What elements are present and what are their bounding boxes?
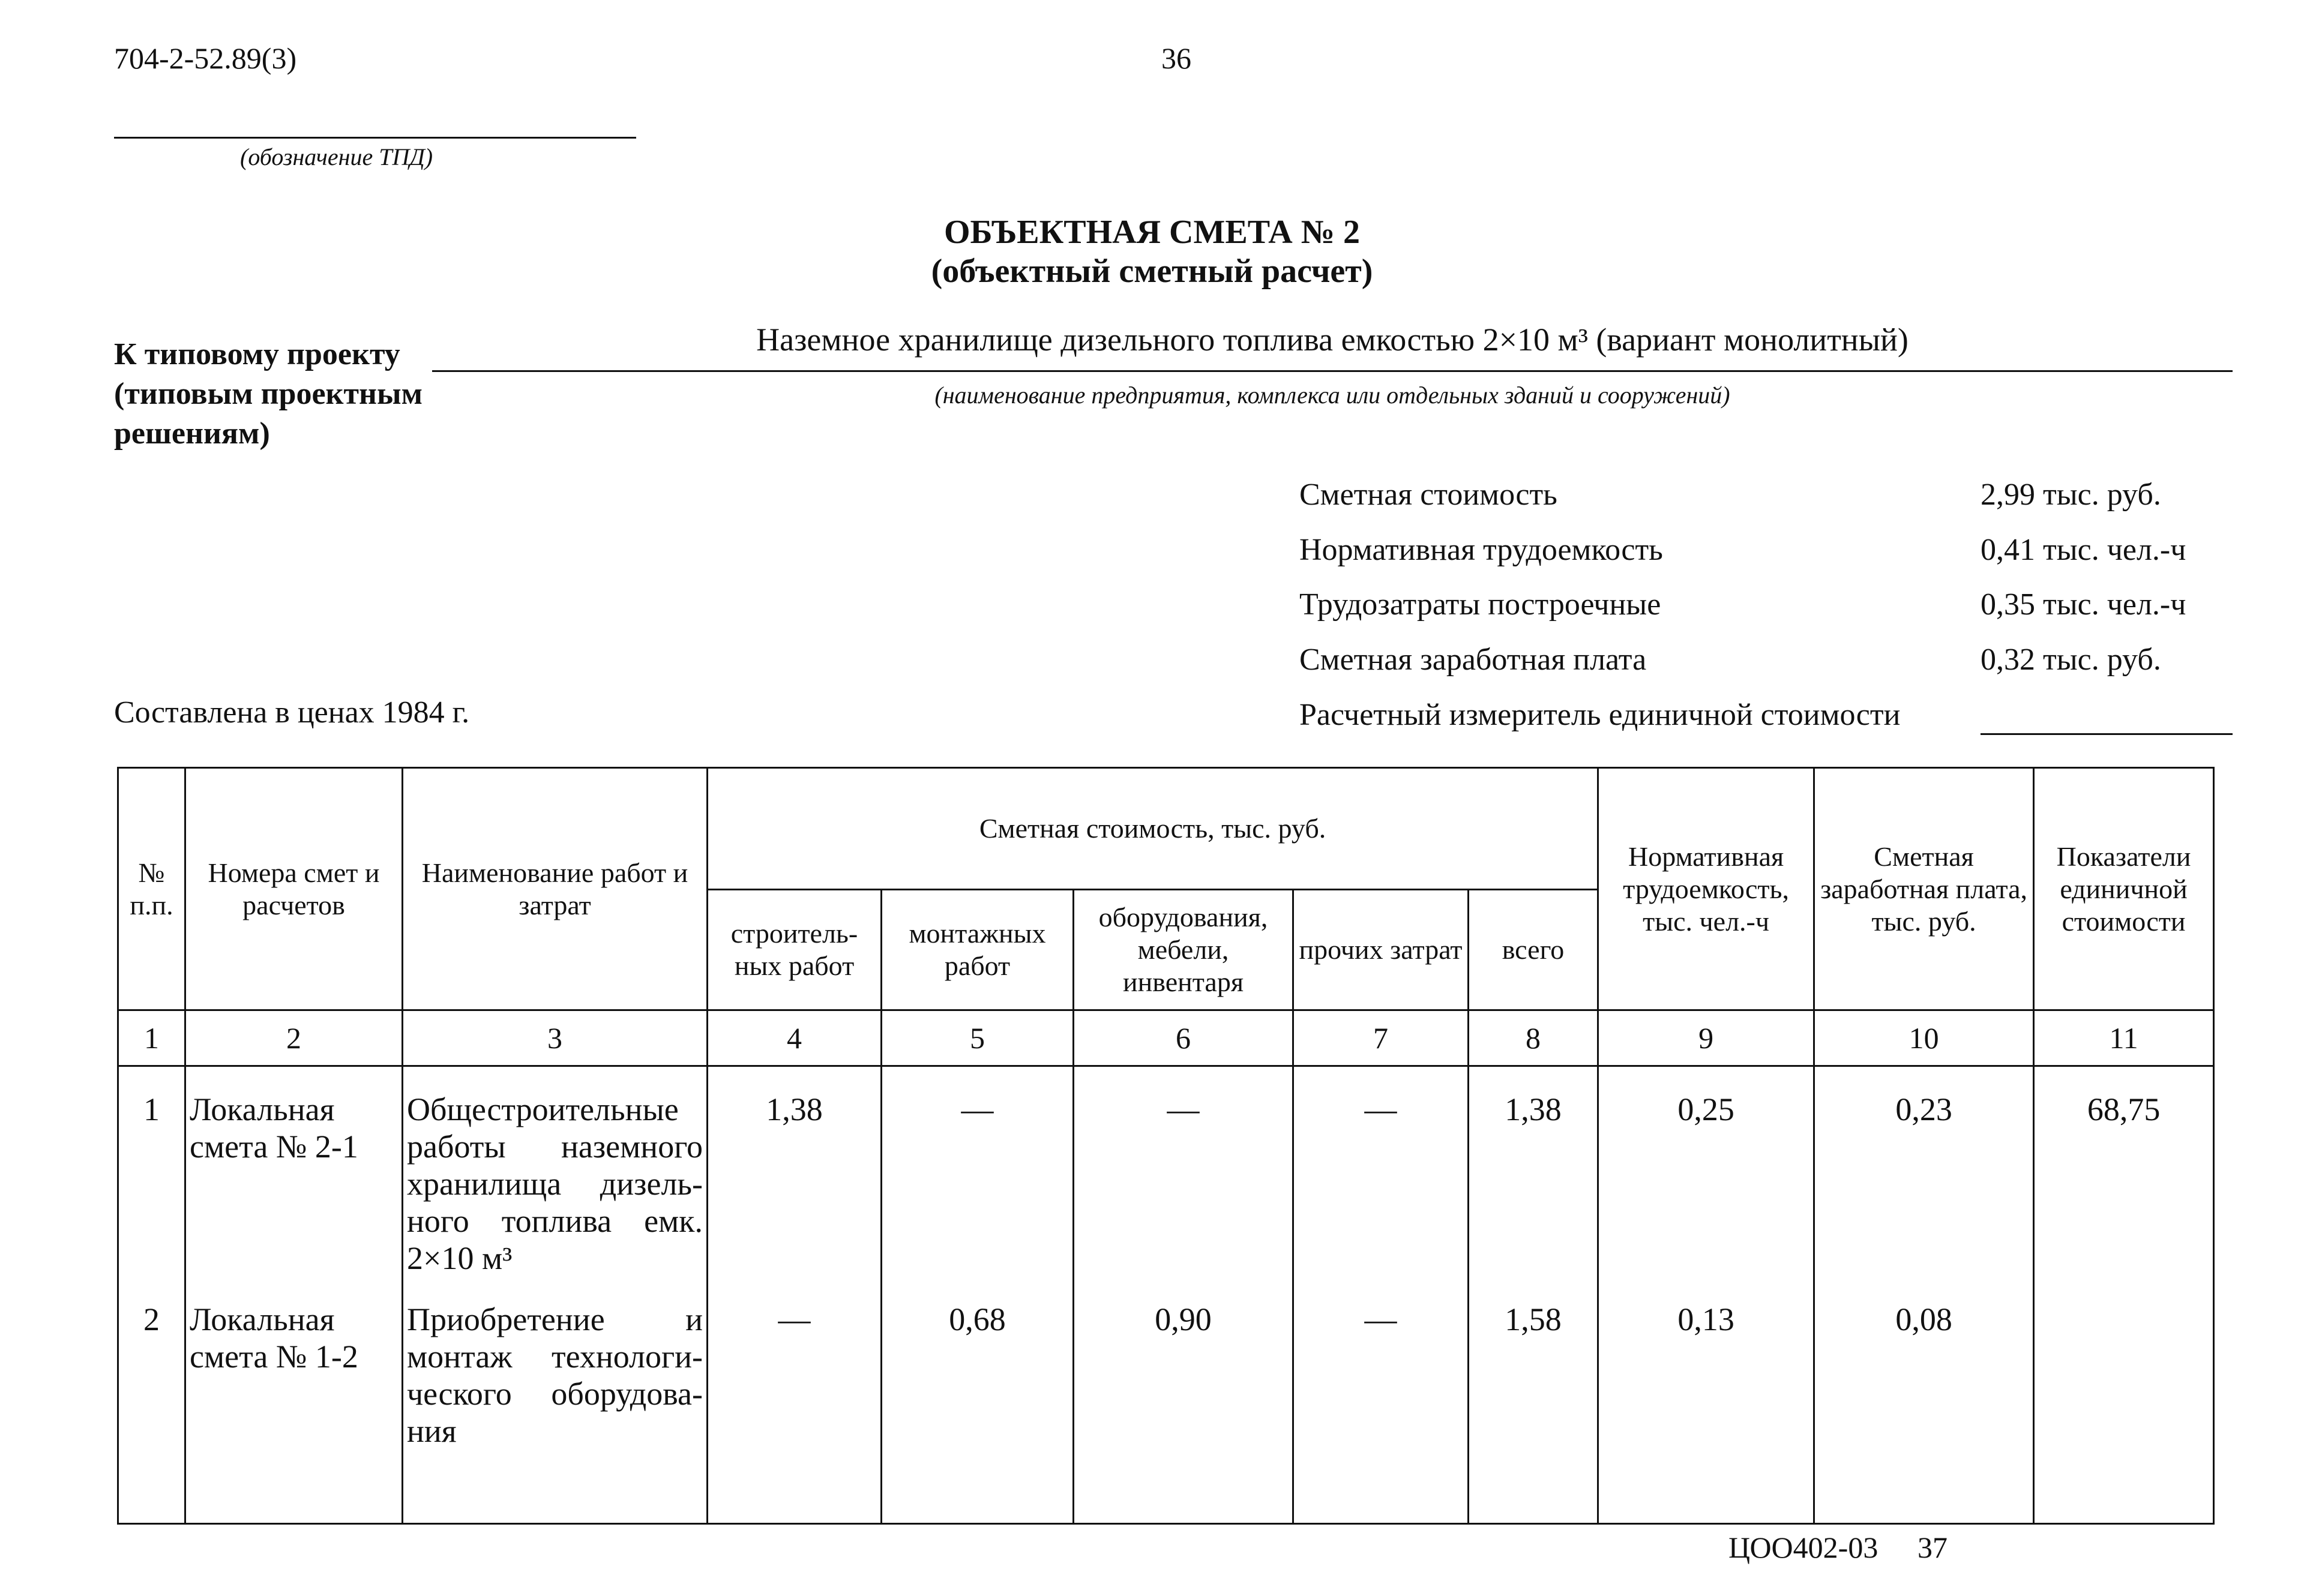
object-caption: (наименование предприятия, комплекса или отдельных зданий и сооружений) bbox=[934, 382, 1730, 409]
row-installation: — bbox=[882, 1066, 1074, 1277]
summary-value-wages: 0,32 тыс. руб. bbox=[1981, 643, 2161, 677]
summary-value-labor: 0,41 тыс. чел.-ч bbox=[1981, 533, 2186, 567]
document-subtitle: (объектный сметный расчет) bbox=[931, 253, 1373, 290]
unit-measure-line bbox=[1981, 733, 2233, 735]
estimate-table bbox=[117, 767, 2215, 1525]
column-number: 10 bbox=[1814, 1010, 2034, 1066]
summary-label-labor: Нормативная трудоемкость bbox=[1299, 533, 1663, 567]
header-unit-indicators: Показатели единичной стоимости bbox=[2034, 768, 2214, 1010]
document-code: 704-2-52.89(3) bbox=[114, 41, 297, 75]
column-number: 4 bbox=[708, 1010, 882, 1066]
header-work-names: Наименование работ и затрат bbox=[403, 768, 708, 1010]
project-label: К типовому проекту (типовым проектным решениям) bbox=[114, 337, 423, 451]
column-number: 5 bbox=[882, 1010, 1074, 1066]
row-work-name: Общестроительные работы наземного хранилища дизель-ного топлива емк. 2×10 м³ bbox=[403, 1066, 708, 1277]
object-name: Наземное хранилище дизельного топлива емкостью 2×10 м³ (вариант монолитный) bbox=[756, 322, 1908, 358]
summary-label-cost: Сметная стоимость bbox=[1299, 478, 1557, 512]
row-total: 1,58 bbox=[1469, 1277, 1598, 1524]
row-num: 1 bbox=[118, 1066, 185, 1277]
header-cost-group: Сметная стоимость, тыс. руб. bbox=[708, 768, 1598, 890]
header-total: всего bbox=[1469, 890, 1598, 1010]
row-unit-indicator: 68,75 bbox=[2034, 1066, 2214, 1277]
summary-label-onsite: Трудозатраты построечные bbox=[1299, 587, 1661, 622]
header-num: № п.п. bbox=[118, 768, 185, 1010]
column-number: 3 bbox=[403, 1010, 708, 1066]
column-number: 1 bbox=[118, 1010, 185, 1066]
table-row bbox=[118, 1277, 2214, 1524]
table-row bbox=[118, 1066, 2214, 1277]
summary-label-wages: Сметная заработная плата bbox=[1299, 643, 1647, 677]
row-estimate: Локальная смета № 2-1 bbox=[185, 1066, 403, 1277]
column-number: 8 bbox=[1469, 1010, 1598, 1066]
row-num: 2 bbox=[118, 1277, 185, 1524]
row-labor: 0,25 bbox=[1598, 1066, 1814, 1277]
column-number: 2 bbox=[185, 1010, 403, 1066]
footer-code: ЦОО402-03 bbox=[1728, 1531, 1878, 1564]
header-construction: строитель-ных работ bbox=[708, 890, 882, 1010]
row-equipment: 0,90 bbox=[1074, 1277, 1293, 1524]
column-number: 9 bbox=[1598, 1010, 1814, 1066]
row-wages: 0,08 bbox=[1814, 1277, 2034, 1524]
document-title: ОБЪЕКТНАЯ СМЕТА № 2 bbox=[944, 214, 1360, 251]
row-installation: 0,68 bbox=[882, 1277, 1074, 1524]
tpd-caption: (обозначение ТПД) bbox=[240, 143, 433, 170]
row-work-name: Приобретение и монтаж технологи-ческого оборудова-ния bbox=[403, 1277, 708, 1524]
tpd-underline bbox=[114, 137, 636, 139]
composed-prices: Составлена в ценах 1984 г. bbox=[114, 695, 470, 730]
row-wages: 0,23 bbox=[1814, 1066, 2034, 1277]
column-number: 11 bbox=[2034, 1010, 2214, 1066]
unit-measure-label: Расчетный измеритель единичной стоимости bbox=[1299, 698, 1901, 732]
row-construction: 1,38 bbox=[708, 1066, 882, 1277]
summary-value-onsite: 0,35 тыс. чел.-ч bbox=[1981, 587, 2186, 622]
row-construction: — bbox=[708, 1277, 882, 1524]
summary-value-cost: 2,99 тыс. руб. bbox=[1981, 478, 2161, 512]
row-unit-indicator bbox=[2034, 1277, 2214, 1524]
row-other: — bbox=[1293, 1066, 1469, 1277]
column-number: 7 bbox=[1293, 1010, 1469, 1066]
row-estimate: Локальная смета № 1-2 bbox=[185, 1277, 403, 1524]
page-number: 36 bbox=[1161, 41, 1191, 75]
header-equipment: оборудования, мебели, инвентаря bbox=[1074, 890, 1293, 1010]
footer-page-number: 37 bbox=[1917, 1531, 1948, 1564]
header-wages: Сметная заработная плата, тыс. руб. bbox=[1814, 768, 2034, 1010]
header-labor: Нормативная трудоемкость, тыс. чел.-ч bbox=[1598, 768, 1814, 1010]
row-total: 1,38 bbox=[1469, 1066, 1598, 1277]
object-underline bbox=[432, 370, 2233, 372]
header-installation: монтажных работ bbox=[882, 890, 1074, 1010]
row-labor: 0,13 bbox=[1598, 1277, 1814, 1524]
column-number: 6 bbox=[1074, 1010, 1293, 1066]
row-equipment: — bbox=[1074, 1066, 1293, 1277]
header-other: прочих затрат bbox=[1293, 890, 1469, 1010]
header-estimate-numbers: Номера смет и расчетов bbox=[185, 768, 403, 1010]
row-other: — bbox=[1293, 1277, 1469, 1524]
